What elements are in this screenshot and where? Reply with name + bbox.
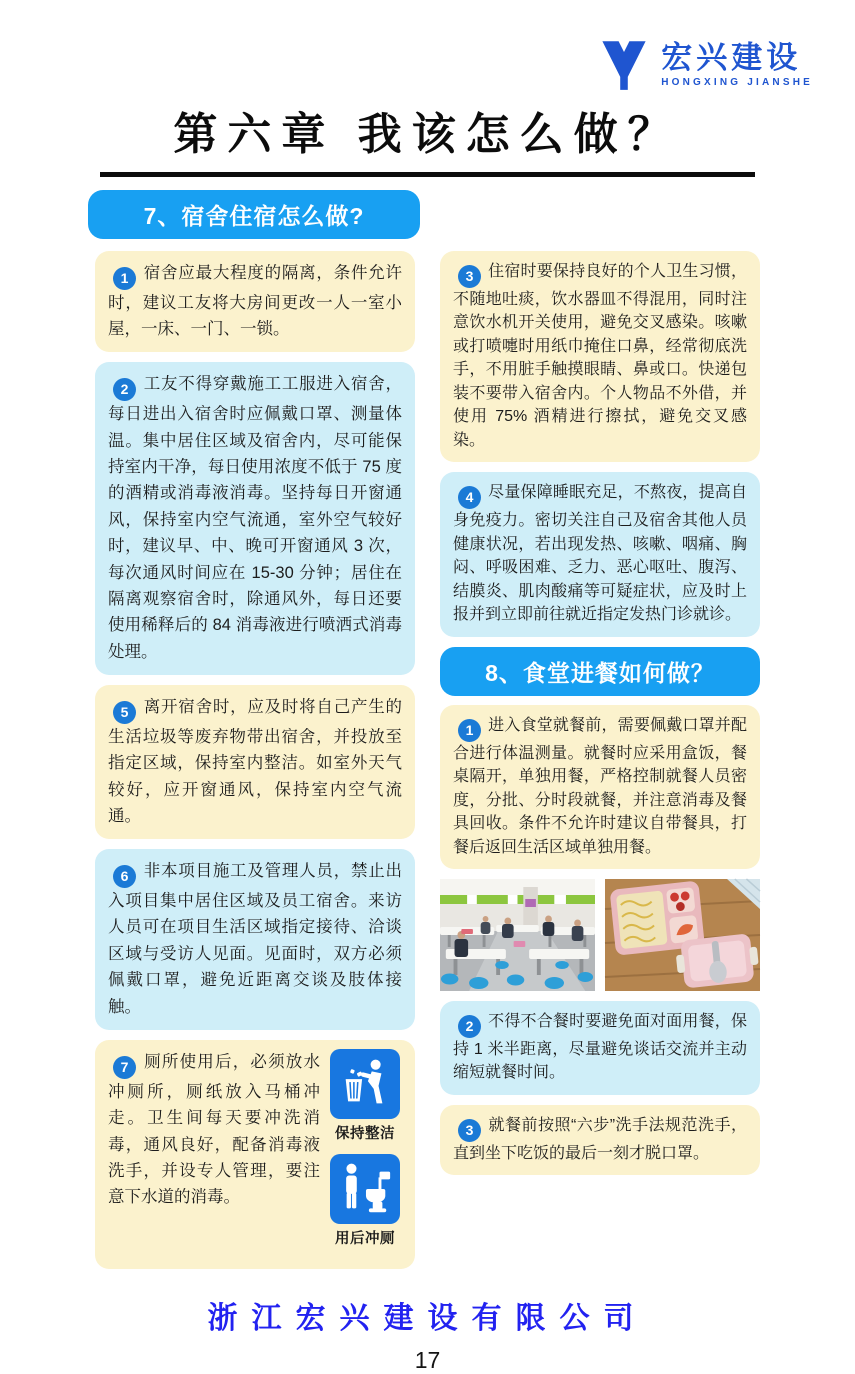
item-number-badge: 4 [458,486,481,509]
item-number-badge: 3 [458,1119,481,1142]
section7-heading: 7、宿舍住宿怎么做? [88,190,420,239]
logo-subtitle: HONGXING JIANSHE [661,77,813,88]
logo-text [661,42,813,88]
company-logo [597,34,813,96]
note-item-2 [95,362,415,675]
right-column [440,251,760,1185]
note-canteen-1 [440,705,760,869]
note-item-3 [440,251,760,462]
note-text: 离开宿舍时，应及时将自己产生的生活垃圾等废弃物带出宿舍，并投放至指定区域，保持室内整洁。如室外天气较好，应开窗通风，保持室内空气流通。 [108,698,402,825]
logo-mark-icon [597,38,651,92]
item-number-badge: 7 [113,1056,136,1079]
flush-after-use-label: 用后冲厕 [335,1231,395,1248]
keep-clean-sign [330,1049,400,1119]
item-number-badge: 2 [458,1015,481,1038]
note-text: 尽量保障睡眠充足，不熬夜，提高自身免疫力。密切关注自己及宿舍其他人员健康状况，若出现发热、咳嗽、咽痛、胸闷、呼吸困难、乏力、恶心呕吐、腹泻、结膜炎、肌肉酸痛等可疑症状，应及时上报并到立即前往就近指定发热门诊就诊。 [453,484,747,624]
item-number-badge: 1 [458,719,481,742]
item-number-badge: 3 [458,265,481,288]
item-number-badge: 6 [113,865,136,888]
canteen-photo [440,879,595,991]
section8-heading: 8、食堂进餐如何做？ [440,647,760,696]
footer-company-name: 浙江宏兴建设有限公司 [207,1302,648,1336]
note-item-6 [95,849,415,1030]
note-item-7 [95,1040,415,1269]
note-item-5 [95,685,415,839]
note-text: 不得不合餐时要避免面对面用餐，保持 1 米半距离，尽量避免谈话交流并主动缩短就餐时间。 [453,1013,747,1082]
content-columns [0,251,855,1279]
litter-disposal-icon [336,1055,394,1113]
page-number: 17 [414,1347,441,1374]
lunchbox-photo [605,879,760,991]
left-column [95,251,415,1279]
note-text: 住宿时要保持良好的个人卫生习惯，不随地吐痰，饮水器皿不得混用，同时注意饮水机开关使用，避免交叉感染。咳嗽或打喷嚏时用纸巾掩住口鼻，经常彻底洗手，不用脏手触摸眼睛、鼻或口。快递包装不要带入宿舍内。个人物品不外借，并使用 75% 酒精进行擦拭，避免交叉感染。 [453,263,747,449]
title-divider [100,172,755,177]
note-text-wrap [108,1049,320,1259]
note-canteen-3 [440,1105,760,1175]
note-text: 非本项目施工及管理人员，禁止出入项目集中居住区域及员工宿舍。来访人员可在项目生活区域指定接待、洽谈区域与受访人见面。见面时，双方必须佩戴口罩，避免近距离交谈及肢体接触。 [108,862,402,1016]
note-item-4 [440,472,760,636]
chapter-title: 第六章 我该怎么做？ [173,110,682,159]
keep-clean-label: 保持整洁 [335,1126,395,1143]
note-item-1 [95,251,415,352]
photo-row [440,879,760,991]
flush-after-use-sign [330,1154,400,1224]
toilet-signs [328,1049,402,1259]
note-text: 进入食堂就餐前，需要佩戴口罩并配合进行体温测量。就餐时应采用盒饭，餐桌隔开，单独用餐，严格控制就餐人员密度，分批、分时段就餐，并注意消毒及餐具回收。条件不允许时建议自带餐具，打餐后返回生活区域单独用餐。 [453,716,747,856]
note-text: 宿舍应最大程度的隔离，条件允许时，建议工友将大房间更改一人一室小屋，一床、一门、一锁。 [108,264,402,339]
note-text: 就餐前按照“六步”洗手法规范洗手，直到坐下吃饭的最后一刻才脱口罩。 [453,1116,747,1162]
note-text: 厕所使用后，必须放水冲厕所，厕纸放入马桶冲走。卫生间每天要冲洗消毒，通风良好，配备消毒液洗手，并设专人管理，要注意下水道的消毒。 [108,1053,320,1207]
flush-toilet-icon [336,1160,394,1218]
logo-brand: 宏兴建设 [661,40,802,75]
page-header [0,0,855,96]
item-number-badge: 1 [113,267,136,290]
item-number-badge: 2 [113,378,136,401]
note-canteen-2 [440,1001,760,1095]
item-number-badge: 5 [113,701,136,724]
note-text: 工友不得穿戴施工工服进入宿舍，每日进出入宿舍时应佩戴口罩、测量体温。集中居住区域及宿舍内，尽可能保持室内干净，每日使用浓度不低于 75 度的酒精或消毒液消毒。坚持每日开窗通风，保持室内空气流通，室外空气较好时，建议早、中、晚可开窗通风 3 次，每次通风时间应在 15-30 分钟；居住在隔离观察宿舍时，除通风外，每日还要使用稀释后的 84 消毒液进行喷洒式消毒处理。 [108,375,402,661]
